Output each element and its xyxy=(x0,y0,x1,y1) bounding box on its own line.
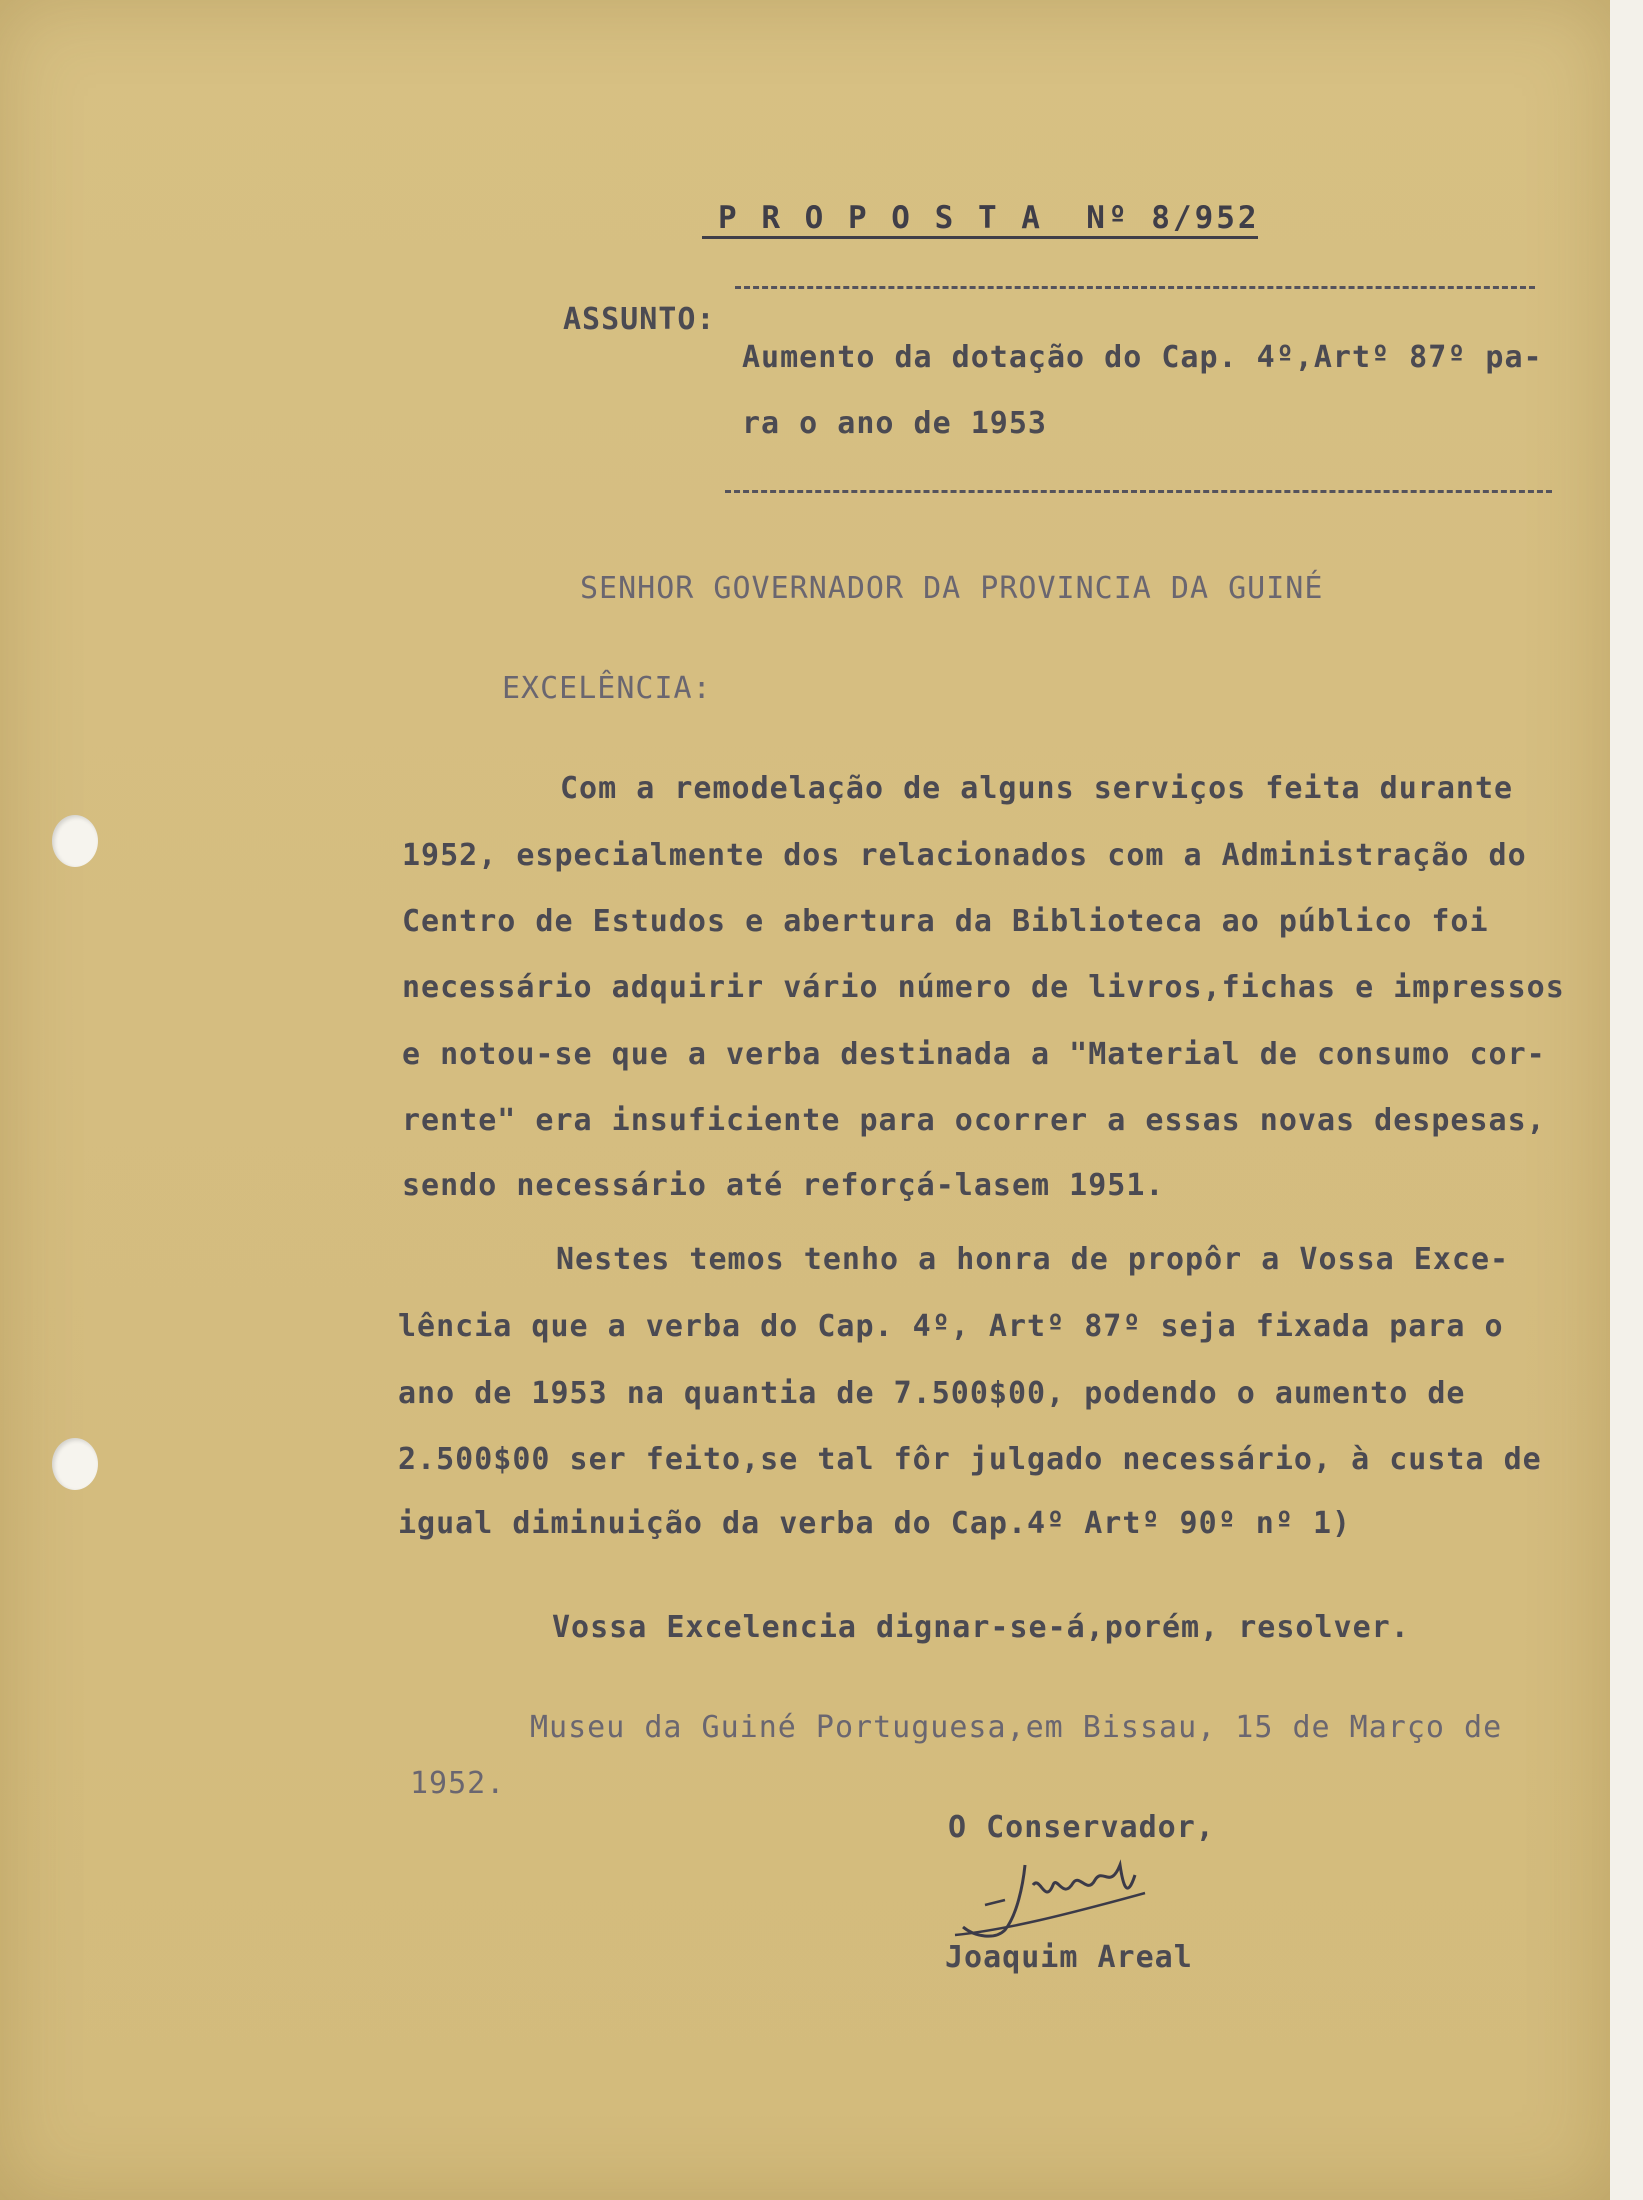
paper-edge xyxy=(1610,0,1643,2200)
salutation: EXCELÊNCIA: xyxy=(502,671,712,706)
handwritten-signature-icon xyxy=(945,1845,1195,1955)
body-line: igual diminuição da verba do Cap.4º Artº 90º nº 1) xyxy=(398,1506,1352,1541)
body-line: 1952, especialmente dos relacionados com a Administração do xyxy=(402,838,1527,873)
subject-line-2: ra o ano de 1953 xyxy=(742,406,1047,441)
body-line: sendo necessário até reforçá-lasem 1951. xyxy=(402,1168,1165,1203)
punch-hole-icon xyxy=(52,1438,98,1490)
punch-hole-icon xyxy=(52,815,98,867)
place-date-line-2: 1952. xyxy=(410,1766,506,1801)
title-underline xyxy=(702,236,1258,239)
body-line: Centro de Estudos e abertura da Biblioteca ao público foi xyxy=(402,904,1489,939)
body-line: Com a remodelação de alguns serviços feita durante xyxy=(560,771,1514,806)
subject-label: ASSUNTO: xyxy=(563,302,716,337)
body-line: 2.500$00 ser feito,se tal fôr julgado necessário, à custa de xyxy=(398,1442,1542,1477)
body-line: Nestes temos tenho a honra de propôr a Vossa Exce- xyxy=(556,1242,1510,1277)
subject-line-1: Aumento da dotação do Cap. 4º,Artº 87º pa- xyxy=(742,340,1543,375)
body-line: e notou-se que a verba destinada a "Material de consumo cor- xyxy=(402,1037,1546,1072)
body-line: rente" era insuficiente para ocorrer a essas novas despesas, xyxy=(402,1103,1546,1138)
signatory-name: Joaquim Areal xyxy=(945,1940,1193,1975)
body-line: lência que a verba do Cap. 4º, Artº 87º seja fixada para o xyxy=(398,1309,1504,1344)
signatory-title: O Conservador, xyxy=(948,1810,1215,1845)
body-line: ano de 1953 na quantia de 7.500$00, podendo o aumento de xyxy=(398,1376,1466,1411)
body-line: necessário adquirir vário número de livros,fichas e impressos xyxy=(402,970,1565,1005)
place-date-line-1: Museu da Guiné Portuguesa,em Bissau, 15 de Março de xyxy=(530,1710,1503,1745)
dashed-rule-bottom xyxy=(725,490,1552,493)
addressee: SENHOR GOVERNADOR DA PROVINCIA DA GUINÉ xyxy=(580,571,1324,606)
closing-line: Vossa Excelencia dignar-se-á,porém, resolver. xyxy=(552,1610,1410,1645)
document-title: P R O P O S T A Nº 8/952 xyxy=(718,200,1260,236)
dashed-rule-top xyxy=(735,286,1535,289)
